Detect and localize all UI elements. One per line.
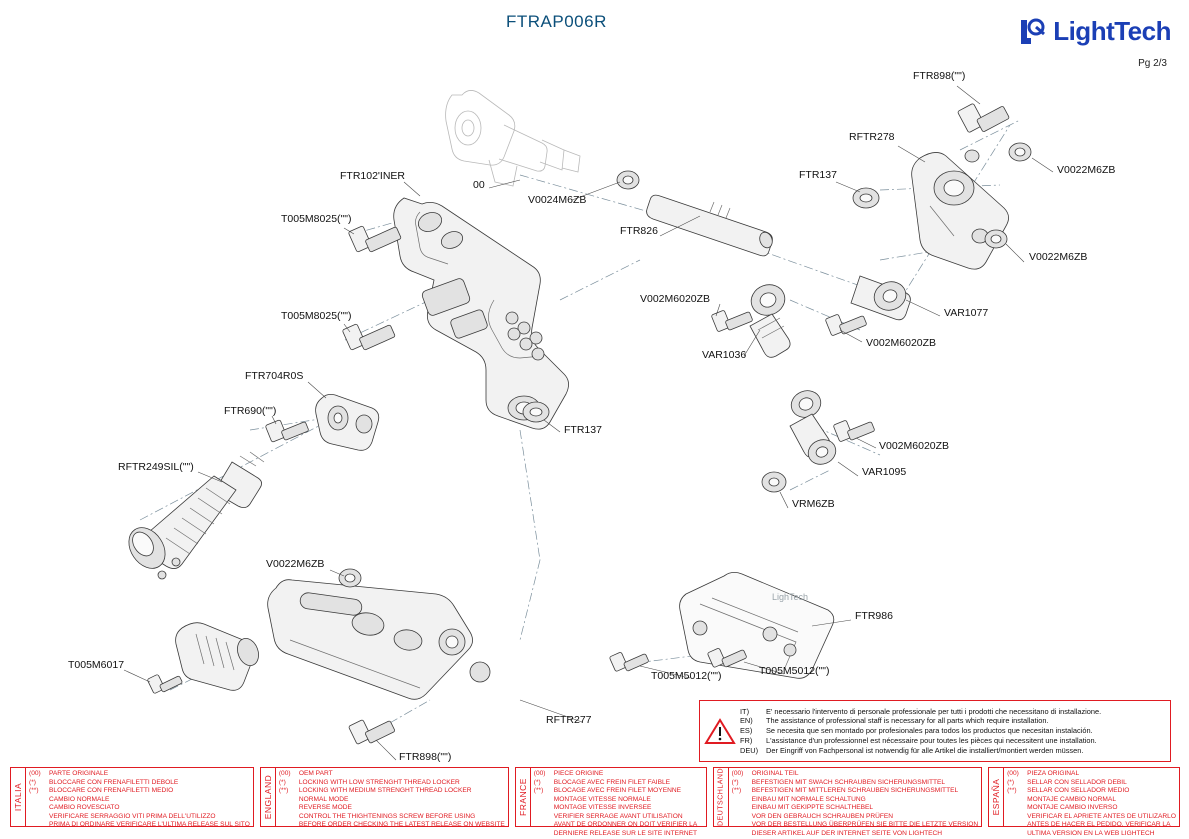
warning-box [699,700,1171,762]
part-pedal-rftr277 [268,580,490,700]
legend-text: LOCKING WITH LOW STRENGHT THREAD LOCKER [298,778,460,786]
part-shaft-ftr826 [647,195,775,256]
legend-text: PIEZA ORIGINAL [1027,770,1080,777]
legend-block-deutschland [713,767,982,837]
legend-key: (**) [1007,787,1017,795]
warning-lang-code: EN) [740,716,753,726]
callout-label: FTR986 [855,610,893,622]
callout-label: T005M8025("") [281,213,352,225]
legend-text: LOCKING WITH MEDIUM STRENGHT THREAD LOCKER [298,787,472,795]
callout-label: RFTR277 [546,714,592,726]
part-toe-piece [176,623,263,691]
part-bolt-v002m6020zb-b [825,314,867,336]
legend-text: CAMBIO NORMALE [49,795,110,803]
legend-country-tab [989,768,1004,826]
callout-label: 00 [473,179,485,191]
legend-key: (*) [29,778,36,786]
legend-strip [10,767,1180,837]
callout-label: T005M5012("") [651,670,722,682]
legend-text: VERIFIER SERRAGE AVANT UTILISATION [553,812,683,820]
callout-label: V002M6020ZB [879,440,950,452]
legend-key: (**) [29,787,39,795]
part-heelguard-ftr986 [680,572,834,678]
legend-text: SELLAR CON SELLADOR MEDIO [1027,787,1130,795]
warning-line: Der Eingriff von Fachpersonal ist notwendig für alle Artikel die installiert/montiert werden müssen. [766,745,1084,755]
part-bolt-t005m8025-b [342,324,395,351]
callout-label: VAR1077 [944,307,989,319]
legend-key: (*) [1007,778,1015,786]
legend-key: (**) [731,787,742,795]
callout-label: VAR1036 [702,349,747,361]
legend-text: PIECE ORIGINE [553,770,604,777]
callout-label: V002M6020ZB [866,337,937,349]
legend-text: BLOCCARE CON FRENAFILETTI MEDIO [49,787,174,795]
legend-text: BEFESTIGEN MIT MITTLEREN SCHRAUBEN SICHERUNGSMITTEL [751,787,959,795]
ghost-oem-part [446,90,580,186]
warning-line: L'assistance d'un professionnel est nécessaire pour toutes les pièces qui necessitent une installation. [766,735,1097,745]
legend-country-label: DEUTSCHLAND [717,767,725,827]
part-washer-ftr137-mid [523,402,549,422]
callout-label: V0024M6ZB [528,194,587,206]
logo-text-tech: Tech [1114,16,1171,46]
legend-body [26,768,253,829]
part-nut-v0022m6zb-c [339,569,361,587]
legend-key: (*) [533,778,541,786]
legend-text: BLOCCARE CON FRENAFILETTI DEBOLE [49,778,179,786]
legend-country-label: ITALIA [13,782,23,812]
legend-country-tab [714,768,729,826]
legend-text: ANTES DE HACER EL PEDIDO, VERIFICAR LA [1027,821,1171,829]
warning-lang-code: IT) [740,706,750,716]
legend-key: (*) [278,778,286,786]
legend-country-tab [261,768,276,826]
legend-text: CONTROL THE THIGHTENINGS SCREW BEFORE USING [298,812,476,820]
legend-text: CAMBIO ROVESCIATO [49,804,120,812]
part-nut-v0022m6zb-a [1009,143,1031,161]
part-rod-var1036 [747,280,790,357]
legend-key: (00) [1007,770,1019,777]
legend-text: BLOCAGE AVEC FREIN FILET FAIBLE [553,778,671,786]
legend-country-tab [11,768,26,826]
legend-text: MONTAGE VITESSE INVERSEE [553,804,652,812]
callout-label: FTR704R0S [245,370,304,382]
callout-label: V0022M6ZB [266,558,325,570]
legend-text: REVERSE MODE [298,804,352,812]
legend-text: VERIFICARE SERRAGGIO VITI PRIMA DELL'UTILIZZO [49,812,216,820]
legend-text: PARTE ORIGINALE [49,770,109,777]
legend-key: (00) [533,770,546,777]
legend-block-france [515,767,707,837]
legend-body [1004,768,1179,837]
callout-label: VRM6ZB [792,498,835,510]
callout-label: V002M6020ZB [640,293,711,305]
page-title: FTRAP006R [506,12,607,31]
legend-text: NORMAL MODE [298,795,349,803]
legend-country-label: ENGLAND [262,774,273,820]
callout-label: FTR690("") [224,405,277,417]
warning-lang-code: FR) [740,735,753,745]
legend-text: MONTAGE VITESSE NORMALE [553,795,651,803]
legend-text: VOR DEN GEBRAUCH SCHRAUBEN PRÜFEN [751,812,894,820]
logo-text-light: Light [1053,16,1115,46]
callout-label: T005M6017 [68,659,125,671]
warning-lang-code: DEU) [740,745,759,755]
callout-label: RFTR278 [849,131,895,143]
legend-key: (00) [278,770,291,777]
part-bolt-ftr690 [265,420,309,443]
legend-key: (**) [533,787,544,795]
callout-label: RFTR249SIL("") [118,461,194,473]
legend-text: BEFORE ORDER CHECKING THE LATEST RELEASE ON WEBSITE [298,821,505,829]
legend-text: VOR DER BESTELLUNG ÜBERPRÜFEN SIE BITTE DIE LETZTE VERSION [751,821,979,829]
legend-key: (00) [731,770,744,777]
legend-text: ORIGINAL TEIL [751,770,799,777]
part-bracket-rftr278 [912,150,1009,269]
legend-text: AVANT DE ORDONNER ON DOIT VERIFIER LA [553,821,698,829]
part-bolt-t005m8025-a [348,226,401,253]
part-rod-var1095 [787,386,839,468]
part-nut-v0022m6zb-b [985,230,1007,248]
legend-text: DIESER ARTIKEL AUF DER INTERNET SEITE VON LIGHTECH [751,829,943,837]
legend-text: PRIMA DI ORDINARE VERIFICARE L'ULTIMA RELEASE SUL SITO [49,821,250,829]
legend-text: MONTAJE CAMBIO NORMAL [1027,795,1116,803]
legend-text: EINBAU MIT NORMALE SCHALTUNG [751,795,866,803]
legend-country-label: ESPAÑA [991,778,1002,816]
callout-label: FTR137 [564,424,602,436]
legend-key: (00) [29,770,41,777]
part-link-ftr704 [316,394,379,450]
warning-line: The assistance of professional staff is necessary for all parts which require installation. [766,716,1049,726]
legend-body [531,768,701,837]
page-number: Pg 2/3 [1138,58,1167,69]
legend-body [276,768,508,829]
legend-text: OEM PART [298,770,333,777]
legend-text: DERNIERE RELEASE SUR LE SITE INTERNET [553,829,698,837]
callout-label: T005M8025("") [281,310,352,322]
callout-label: T005M5012("") [759,665,830,677]
legend-key: (*) [731,778,739,786]
legend-text: VERIFICAR EL APRIETE ANTES DE UTILIZARLO [1027,812,1176,820]
legend-text: ULTIMA VERSION EN LA WEB LIGHTECH [1027,829,1155,837]
warning-line: Se necesita que sen montado por profesionales para todos los productos que necesitan instalación. [766,726,1093,736]
legend-text: EINBAU MIT GEKIPPTE SCHALTHEBEL [751,804,874,812]
part-main-plate [394,198,569,429]
legend-text: BLOCAGE AVEC FREIN FILET MOYENNE [553,787,682,795]
part-nut-vrm6zb [762,472,786,492]
callout-label: FTR137 [799,169,837,181]
callout-label: V0022M6ZB [1029,251,1088,263]
callout-label: FTR898("") [399,751,452,763]
legend-text: MONTAJE CAMBIO INVERSO [1027,804,1118,812]
legend-country-tab [516,768,531,826]
callout-label: FTR826 [620,225,658,237]
part-bolt-t005m5012-a [609,652,649,672]
legend-text: BEFESTIGEN MIT SWACH SCHRAUBEN SICHERUNGSMITTEL [751,778,946,786]
part-bolt-v002m6020zb-c [833,420,875,442]
warning-text [740,707,1105,756]
callout-label: FTR102'INER [340,170,406,182]
legend-key: (**) [278,787,289,795]
legend-block-espana [988,767,1180,837]
part-bolt-v002m6020zb-a [711,310,753,332]
legend-block-italia [10,767,254,827]
part-bolt-t005m6017 [147,674,183,694]
callout-label: FTR898("") [913,70,966,82]
warning-lang-code: ES) [740,726,753,736]
part-bolt-ftr898-top [957,103,1009,133]
callout-label: V0022M6ZB [1057,164,1116,176]
warning-line: E' necessario l'intervento di personale professionale per tutti i prodotti che necessitano di installazione. [766,706,1102,716]
svg-text:LighTech: LighTech [772,592,809,602]
legend-country-label: FRANCE [517,778,528,816]
legend-text: SELLAR CON SELLADOR DEBIL [1027,778,1127,786]
part-bolt-ftr898-bottom [348,720,395,745]
warning-triangle-icon [700,718,740,745]
callout-label: VAR1095 [862,466,907,478]
part-rod-var1077 [851,276,910,320]
part-nut-v0024m6zb [617,171,639,189]
legend-block-england [260,767,509,827]
legend-body [729,768,981,837]
